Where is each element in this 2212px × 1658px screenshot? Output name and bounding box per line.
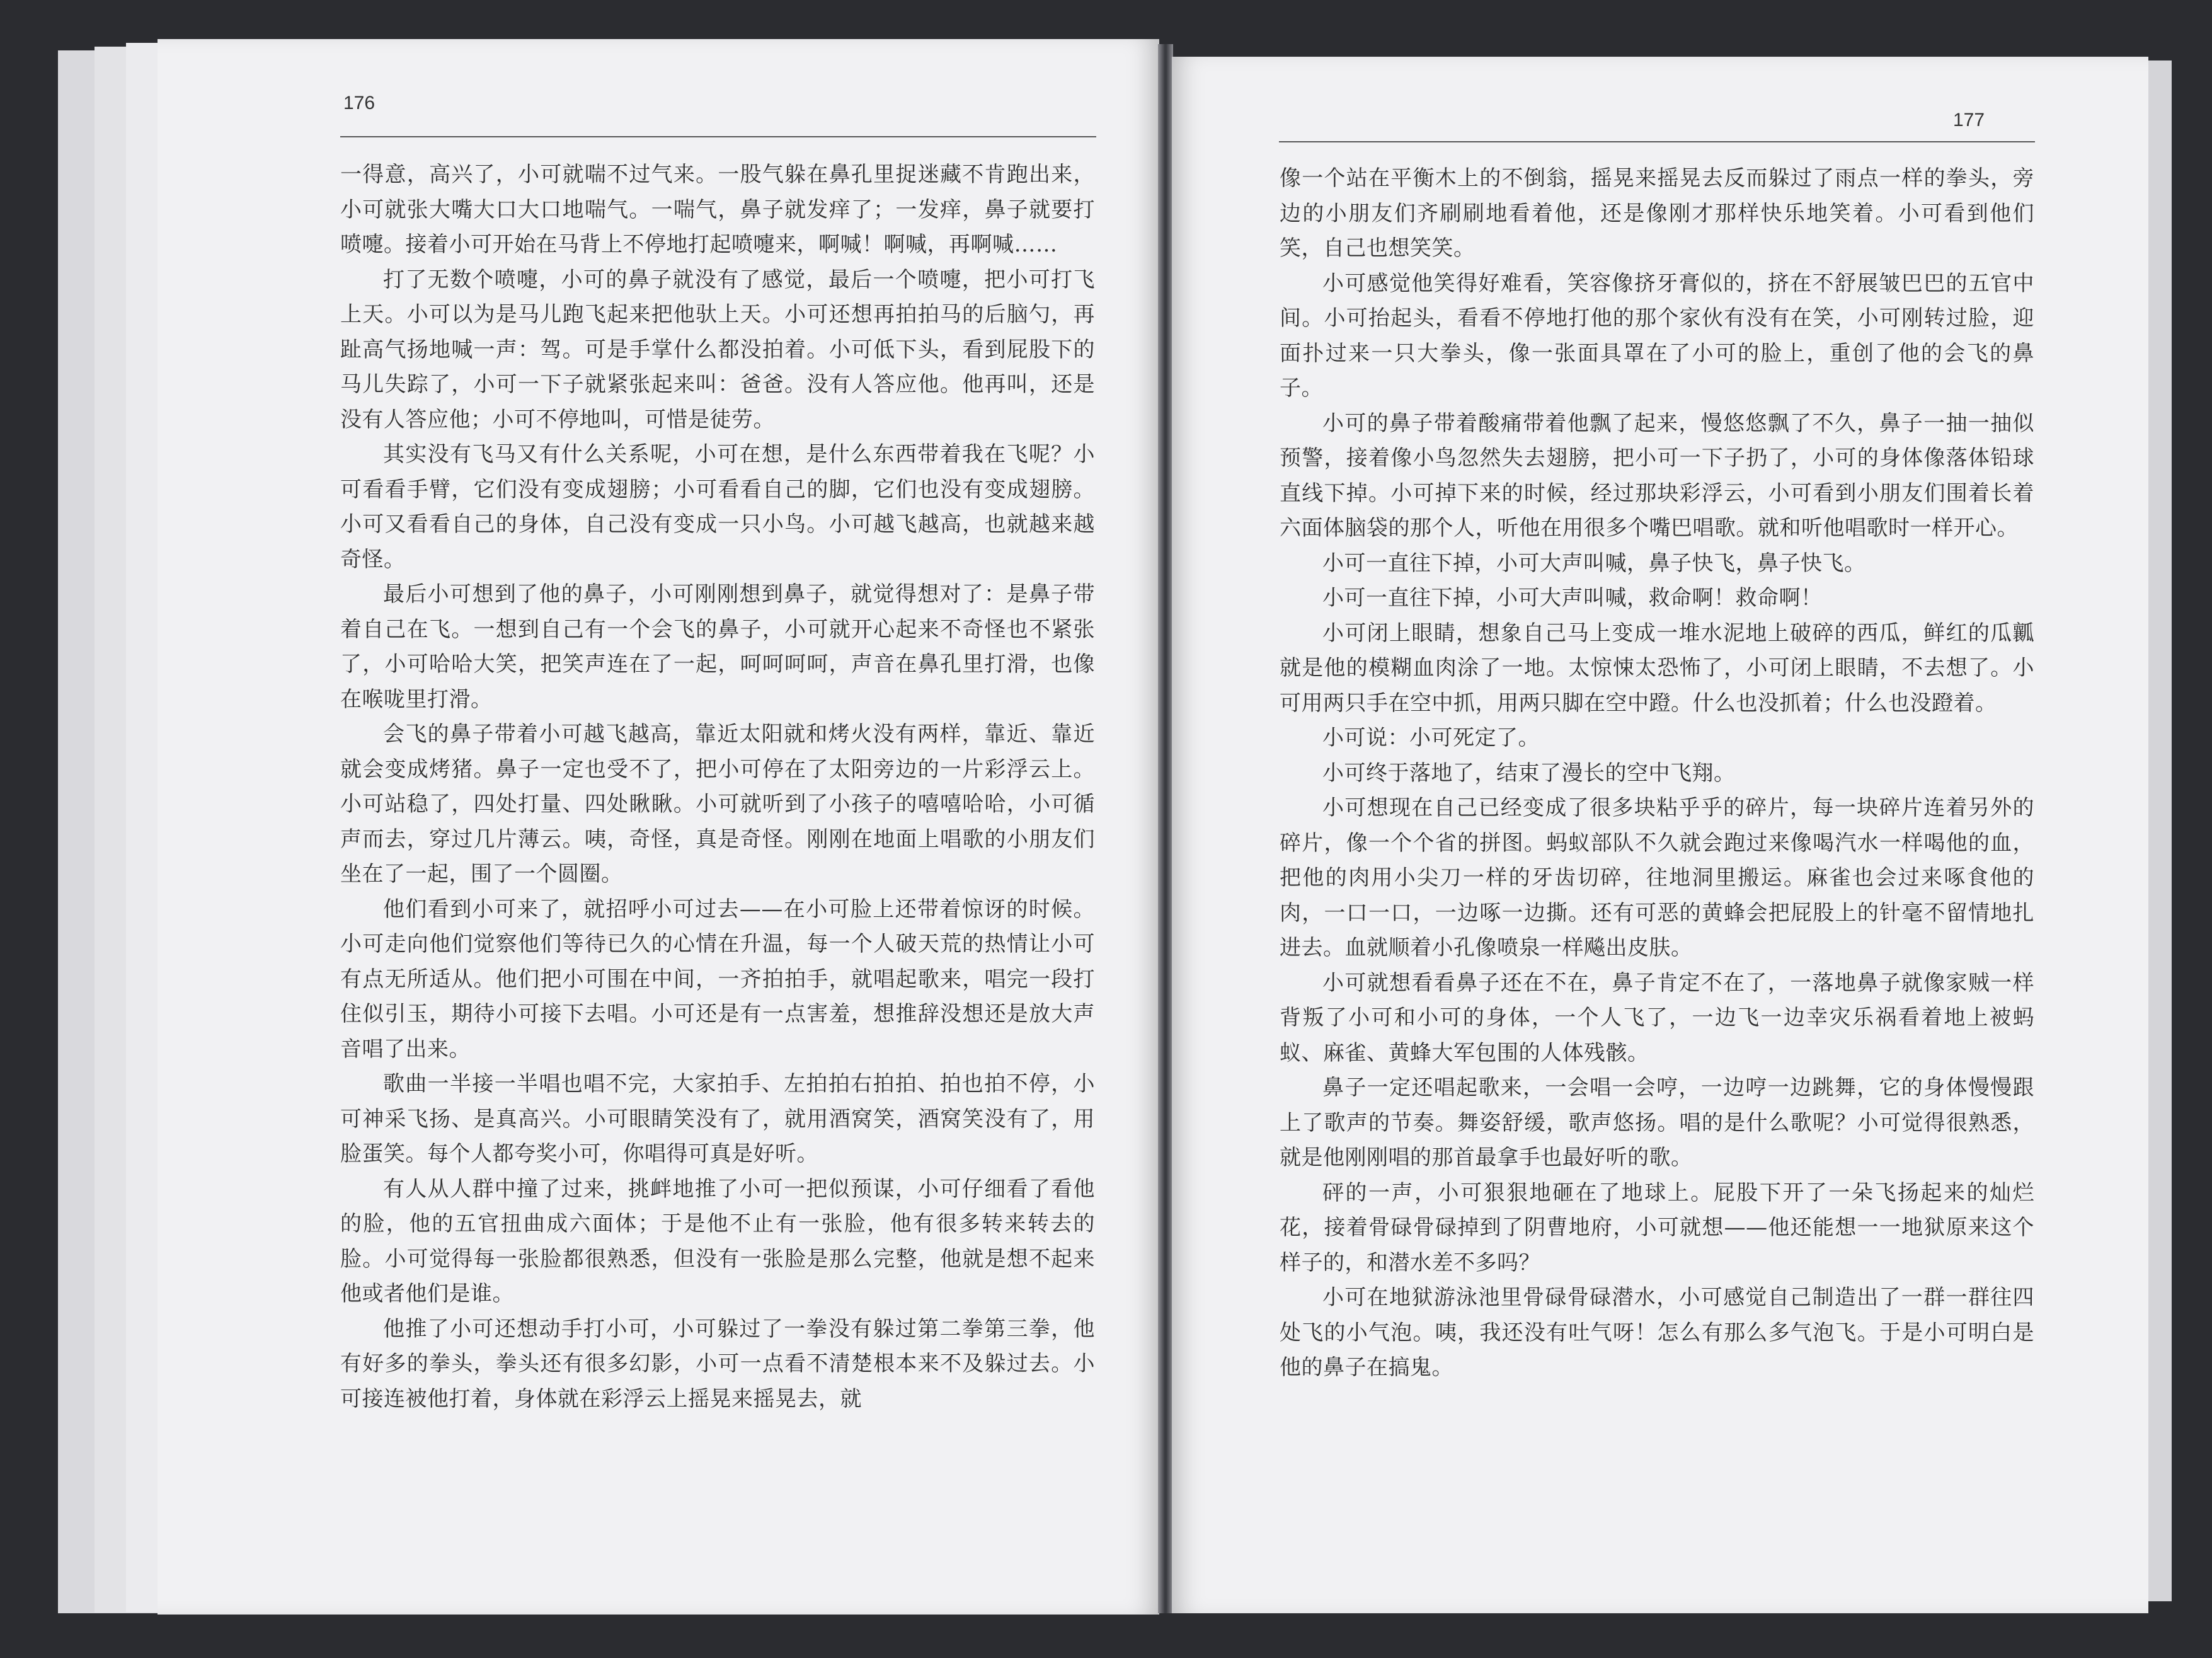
left-page-number: 176 xyxy=(343,93,375,113)
paragraph: 小可闭上眼睛，想象自己马上变成一堆水泥地上破碎的西瓜，鲜红的瓜瓤就是他的模糊血肉涂了一地。太惊悚太恐怖了，小可闭上眼睛，不去想了。小可用两只手在空中抓，用两只脚在空中蹬。什么也没抓着；什么也没蹬着。 xyxy=(1280,620,2034,716)
paragraph: 砰的一声，小可狠狠地砸在了地球上。屁股下开了一朵飞扬起来的灿烂花，接着骨碌骨碌掉到了阴曹地府，小可就想——他还能想一一地狱原来这个样子的，和潜水差不多吗？ xyxy=(1280,1180,2034,1275)
paragraph: 小可的鼻子带着酸痛带着他飘了起来，慢悠悠飘了不久，鼻子一抽一抽似预警，接着像小鸟忽然失去翅膀，把小可一下子扔了，小可的身体像落体铅球直线下掉。小可掉下来的时候，经过那块彩浮云，小可看到小朋友们围着长着六面体脑袋的那个人，听他在用很多个嘴巴唱歌。就和听他唱歌时一样开心。 xyxy=(1280,410,2034,541)
paragraph: 小可在地狱游泳池里骨碌骨碌潜水，小可感觉自己制造出了一群一群往四处飞的小气泡。咦，我还没有吐气呀！怎么有那么多气泡飞。于是小可明白是他的鼻子在搞鬼。 xyxy=(1280,1285,2034,1380)
paragraph: 他们看到小可来了，就招呼小可过去——在小可脸上还带着惊讶的时候。小可走向他们觉察他们等待已久的心情在升温，每一个人破天荒的热情让小可有点无所适从。他们把小可围在中间，一齐拍拍手，就唱起歌来，唱完一段打住似引玉，期待小可接下去唱。小可还是有一点害羞，想推辞没想还是放大声音唱了出来。 xyxy=(340,896,1095,1062)
left-page xyxy=(158,39,1159,1615)
left-header-rule xyxy=(340,136,1096,137)
paragraph: 会飞的鼻子带着小可越飞越高，靠近太阳就和烤火没有两样，靠近、靠近就会变成烤猪。鼻子一定也受不了，把小可停在了太阳旁边的一片彩浮云上。小可站稳了，四处打量、四处瞅瞅。小可就听到了小孩子的嘻嘻哈哈，小可循声而去，穿过几片薄云。咦，奇怪，真是奇怪。刚刚在地面上唱歌的小朋友们坐在了一起，围了一个圆圈。 xyxy=(340,722,1095,887)
paragraph: 小可一直往下掉，小可大声叫喊，鼻子快飞，鼻子快飞。 xyxy=(1322,550,1866,576)
paragraph: 一得意，高兴了，小可就喘不过气来。一股气躲在鼻孔里捉迷藏不肯跑出来，小可就张大嘴大口大口地喘气。一喘气，鼻子就发痒了；一发痒，鼻子就要打喷嚏。接着小可开始在马背上不停地打起喷嚏来，啊喊！啊喊，再啊喊…… xyxy=(340,162,1095,257)
paragraph: 小可就想看看鼻子还在不在，鼻子肯定不在了，一落地鼻子就像家贼一样背叛了小可和小可的身体，一个人飞了，一边飞一边幸灾乐祸看着地上被蚂蚁、麻雀、黄蜂大军包围的人体残骸。 xyxy=(1280,970,2034,1066)
paragraph: 像一个站在平衡木上的不倒翁，摇晃来摇晃去反而躲过了雨点一样的拳头，旁边的小朋友们齐刷刷地看着他，还是像刚才那样快乐地笑着。小可看到他们笑，自己也想笑笑。 xyxy=(1280,166,2034,261)
right-page-number: 177 xyxy=(1953,110,1985,130)
paragraph: 他推了小可还想动手打小可，小可躲过了一拳没有躲过第二拳第三拳，他有好多的拳头，拳头还有很多幻影，小可一点看不清楚根本来不及躲过去。小可接连被他打着，身体就在彩浮云上摇晃来摇晃去，就 xyxy=(340,1316,1095,1412)
paragraph: 有人从人群中撞了过来，挑衅地推了小可一把似预谋，小可仔细看了看他的脸，他的五官扭曲成六面体；于是他不止有一张脸，他有很多转来转去的脸。小可觉得每一张脸都很熟悉，但没有一张脸是那么完整，他就是想不起来他或者他们是谁。 xyxy=(340,1176,1095,1306)
paragraph: 小可一直往下掉，小可大声叫喊，救命啊！救命啊！ xyxy=(1322,585,1823,611)
paragraph: 最后小可想到了他的鼻子，小可刚刚想到鼻子，就觉得想对了：是鼻子带着自己在飞。一想到自己有一个会飞的鼻子，小可就开心起来不奇怪也不紧张了，小可哈哈大笑，把笑声连在了一起，呵呵呵呵，声音在鼻孔里打滑，也像在喉咙里打滑。 xyxy=(340,582,1095,712)
paragraph: 小可终于落地了，结束了漫长的空中飞翔。 xyxy=(1322,760,1736,786)
paragraph: 小可想现在自己已经变成了很多块粘乎乎的碎片，每一块碎片连着另外的碎片，像一个个省的拼图。蚂蚁部队不久就会跑过来像喝汽水一样喝他的血，把他的肉用小尖刀一样的牙齿切碎，往地洞里搬运。麻雀也会过来啄食他的肉，一口一口，一边啄一边撕。还有可恶的黄蜂会把屁股上的针毫不留情地扎进去。血就顺着小孔像喷泉一样飚出皮肤。 xyxy=(1280,795,2034,960)
paragraph: 小可说：小可死定了。 xyxy=(1322,725,1540,751)
paragraph: 歌曲一半接一半唱也唱不完，大家拍手、左拍拍右拍拍、拍也拍不停，小可神采飞扬、是真高兴。小可眼睛笑没有了，就用酒窝笑，酒窝笑没有了，用脸蛋笑。每个人都夸奖小可，你唱得可真是好听。 xyxy=(340,1071,1095,1166)
right-page xyxy=(1172,57,2148,1613)
paragraph: 打了无数个喷嚏，小可的鼻子就没有了感觉，最后一个喷嚏，把小可打飞上天。小可以为是马儿跑飞起来把他驮上天。小可还想再拍拍马的后脑勺，再趾高气扬地喊一声：驾。可是手掌什么都没拍着。小可低下头，看到屁股下的马儿失踪了，小可一下子就紧张起来叫：爸爸。没有人答应他。他再叫，还是没有人答应他；小可不停地叫，可惜是徒劳。 xyxy=(340,267,1095,432)
page-stack-edge-right xyxy=(2145,60,2172,1601)
right-header-rule xyxy=(1279,141,2035,142)
book-gutter xyxy=(1158,44,1173,1613)
left-page-text xyxy=(340,158,1095,1417)
paragraph: 其实没有飞马又有什么关系呢，小可在想，是什么东西带着我在飞呢？小可看看手臂，它们没有变成翅膀；小可看看自己的脚，它们也没有变成翅膀。小可又看看自己的身体，自己没有变成一只小鸟。小可越飞越高，也就越来越奇怪。 xyxy=(340,442,1095,572)
paragraph: 鼻子一定还唱起歌来，一会唱一会哼，一边哼一边跳舞，它的身体慢慢跟上了歌声的节奏。舞姿舒缓，歌声悠扬。唱的是什么歌呢？小可觉得很熟悉，就是他刚刚唱的那首最拿手也最好听的歌。 xyxy=(1280,1075,2034,1170)
right-page-text xyxy=(1280,161,2034,1386)
paragraph: 小可感觉他笑得好难看，笑容像挤牙膏似的，挤在不舒展皱巴巴的五官中间。小可抬起头，看看不停地打他的那个家伙有没有在笑，小可刚转过脸，迎面扑过来一只大拳头，像一张面具罩在了小可的脸上，重创了他的会飞的鼻子。 xyxy=(1280,270,2034,401)
